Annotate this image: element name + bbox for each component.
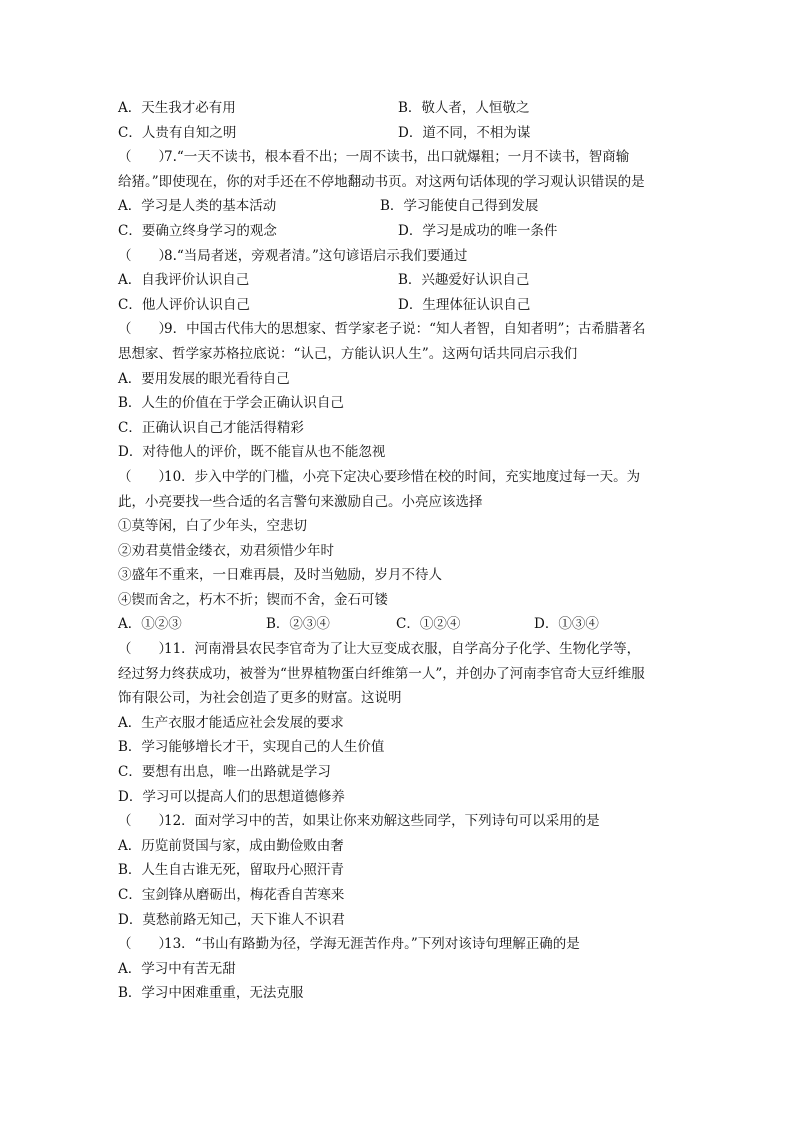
q7-option-b[interactable]: B．学习能使自己得到发展 xyxy=(380,198,539,215)
q12-stem-line xyxy=(118,809,678,834)
q12-option-b[interactable]: B．人生自古谁无死，留取丹心照汗青 xyxy=(118,862,344,879)
q10-stem-text-1: 10．步入中学的门槛，小亮下定决心要珍惜在校的时间，充实地度过每一天。为 xyxy=(164,468,641,485)
q12-answer-bracket[interactable]: （ ） xyxy=(118,813,172,830)
q10-option-d[interactable]: D．①③④ xyxy=(534,616,599,633)
q11-option-d[interactable]: D．学习可以提高人们的思想道德修养 xyxy=(118,788,345,805)
q6-option-a[interactable]: A．天生我才必有用 xyxy=(118,100,236,116)
q11-stem-line-3: 饰有限公司，为社会创造了更多的财富。这说明 xyxy=(118,690,402,707)
q10-options-row xyxy=(118,612,678,637)
q13-stem-line xyxy=(118,932,678,957)
q11-stem-line-1 xyxy=(118,637,678,662)
q13-option-a[interactable]: A．学习中有苦无甜 xyxy=(118,960,236,977)
q12-option-d[interactable]: D．莫愁前路无知己，天下谁人不识君 xyxy=(118,911,345,928)
q11-answer-bracket[interactable]: （ ） xyxy=(118,641,172,658)
q7-option-a[interactable]: A．学习是人类的基本活动 xyxy=(118,198,277,215)
q6-option-b[interactable]: B．敬人者，人恒敬之 xyxy=(398,100,530,116)
q7-stem-line-1 xyxy=(118,145,678,170)
q13-answer-bracket[interactable]: （ ） xyxy=(118,936,172,953)
q10-option-b[interactable]: B．②③④ xyxy=(266,616,330,633)
q6-options-row-1 xyxy=(118,96,678,121)
q6-options-row-2 xyxy=(118,121,678,146)
q10-item-1: ①莫等闲，白了少年头，空悲切 xyxy=(118,518,307,535)
q7-options-row-1 xyxy=(118,194,678,219)
q10-stem-line-1 xyxy=(118,465,678,490)
q10-item-2: ②劝君莫惜金缕衣，劝君须惜少年时 xyxy=(118,542,334,559)
q6-option-c[interactable]: C．人贵有自知之明 xyxy=(118,124,237,141)
q8-option-a[interactable]: A．自我评价认识自己 xyxy=(118,272,250,289)
q13-stem-text: 13．“书山有路勤为径，学海无涯苦作舟。”下列对该诗句理解正确的是 xyxy=(164,936,580,953)
q12-option-a[interactable]: A．历览前贤国与家，成由勤俭败由奢 xyxy=(118,837,344,854)
q10-option-a[interactable]: A．①②③ xyxy=(118,616,182,633)
q8-options-row-1 xyxy=(118,268,678,293)
q12-option-c[interactable]: C．宝剑锋从磨砺出，梅花香自苦寒来 xyxy=(118,887,345,903)
q7-options-row-2 xyxy=(118,219,678,244)
q9-stem-text-1: 9．中国古代伟大的思想家、哲学家老子说：“知人者智，自知者明”；古希腊著名 xyxy=(164,321,646,338)
q9-option-c[interactable]: C．正确认识自己才能活得精彩 xyxy=(118,419,304,436)
q9-option-d[interactable]: D．对待他人的评价，既不能盲从也不能忽视 xyxy=(118,444,386,461)
q10-option-c[interactable]: C．①②④ xyxy=(396,616,461,633)
q11-option-b[interactable]: B．学习能够增长才干，实现自己的人生价值 xyxy=(118,739,385,756)
q12-stem-text: 12．面对学习中的苦，如果让你来劝解这些同学，下列诗句可以采用的是 xyxy=(164,813,600,830)
q10-item-4: ④锲而舍之，朽木不折；锲而不舍，金石可镂 xyxy=(118,591,388,608)
q11-option-a[interactable]: A．生产衣服才能适应社会发展的要求 xyxy=(118,714,344,731)
q8-answer-bracket[interactable]: （ ） xyxy=(118,247,172,264)
q9-answer-bracket[interactable]: （ ） xyxy=(118,321,172,338)
q10-stem-line-2: 此，小亮要找一些合适的名言警句来激励自己。小亮应该选择 xyxy=(118,493,483,510)
q13-option-b[interactable]: B．学习中困难重重，无法克服 xyxy=(118,985,304,1002)
q9-option-a[interactable]: A．要用发展的眼光看待自己 xyxy=(118,370,290,387)
q9-option-b[interactable]: B．人生的价值在于学会正确认识自己 xyxy=(118,395,344,412)
q7-stem-line-2: 给猪。”即使现在，你的对手还在不停地翻动书页。对这两句话体现的学习观认识错误的是 xyxy=(118,173,645,190)
q9-stem-line-2: 思想家、哲学家苏格拉底说：“认己，方能认识人生”。这两句话共同启示我们 xyxy=(118,345,578,362)
q8-options-row-2 xyxy=(118,293,678,318)
q7-option-d[interactable]: D．学习是成功的唯一条件 xyxy=(398,222,558,239)
q11-stem-line-2: 经过努力终获成功，被誉为“世界植物蛋白纤维第一人”，并创办了河南李官奇大豆纤维服 xyxy=(118,665,645,682)
q7-answer-bracket[interactable]: （ ） xyxy=(118,149,172,166)
q8-stem-line xyxy=(118,244,678,269)
q6-option-d[interactable]: D．道不同，不相为谋 xyxy=(398,124,531,141)
q7-stem-text-1: 7.“一天不读书，根本看不出；一周不读书，出口就爆粗；一月不读书，智商输 xyxy=(164,149,630,166)
q8-option-b[interactable]: B．兴趣爱好认识自己 xyxy=(398,272,530,289)
q8-option-d[interactable]: D．生理体征认识自己 xyxy=(398,296,531,313)
q9-stem-line-1 xyxy=(118,317,678,342)
q11-option-c[interactable]: C．要想有出息，唯一出路就是学习 xyxy=(118,764,331,781)
q7-option-c[interactable]: C．要确立终身学习的观念 xyxy=(118,222,277,239)
exam-page xyxy=(118,96,678,1006)
q10-answer-bracket[interactable]: （ ） xyxy=(118,468,172,485)
q11-stem-text-1: 11．河南滑县农民李官奇为了让大豆变成衣服，自学高分子化学、生物化学等， xyxy=(164,641,641,658)
q8-stem-text: 8.“当局者迷，旁观者清。”这句谚语启示我们要通过 xyxy=(164,247,468,264)
q10-item-3: ③盛年不重来，一日难再晨，及时当勉励，岁月不待人 xyxy=(118,567,442,584)
q8-option-c[interactable]: C．他人评价认识自己 xyxy=(118,296,250,313)
